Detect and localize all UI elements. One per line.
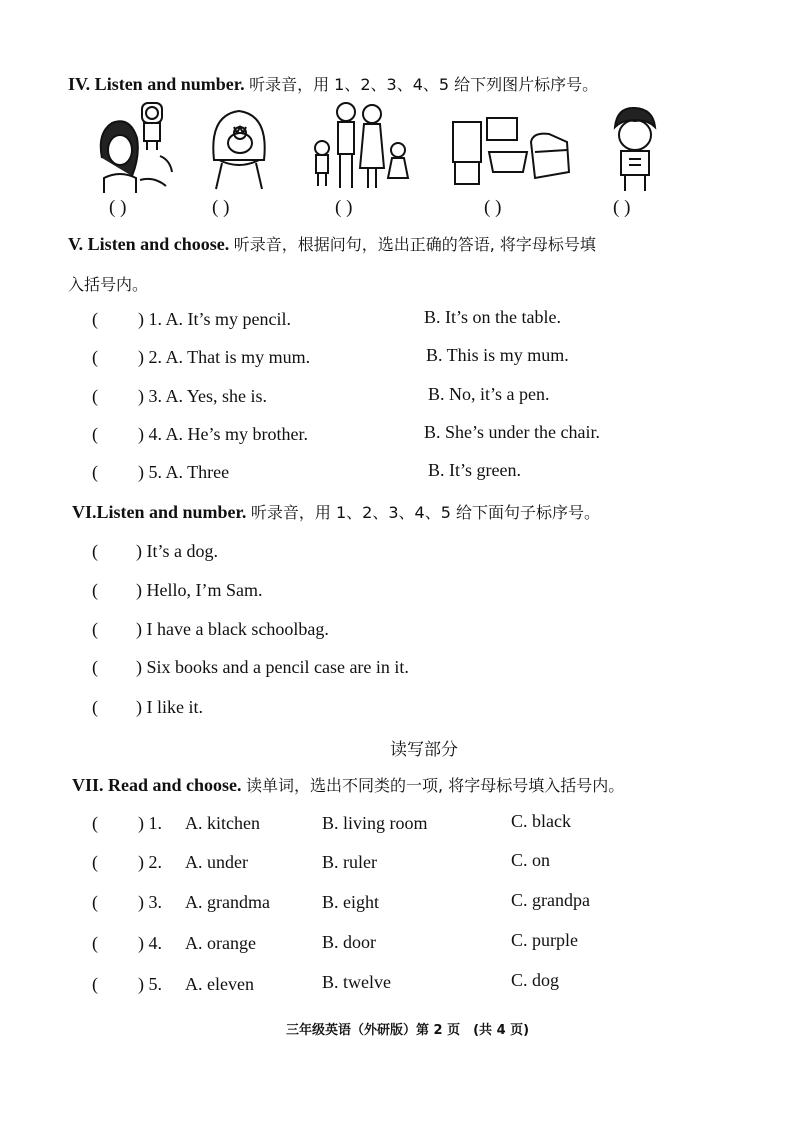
s5-option-a-5: ) 5. A. Three	[138, 462, 230, 482]
s7-option-b-2: B. ruler	[322, 852, 377, 872]
s7-option-c-5: C. dog	[511, 970, 560, 990]
section5-title-cn-2: 入括号内。	[68, 275, 149, 294]
s6-paren-5[interactable]: (	[92, 697, 98, 717]
s7-option-b-3: B. eight	[322, 892, 379, 912]
s5-option-a-1: ) 1. A. It’s my pencil.	[138, 309, 291, 329]
s7-option-a-1: A. kitchen	[185, 813, 260, 833]
s7-option-c-4: C. purple	[511, 930, 578, 950]
section6-title-en: VI.Listen and number.	[72, 502, 247, 522]
s7-num-4: ) 4.	[138, 933, 162, 953]
section5-title	[68, 232, 596, 255]
s6-sentence-1: ) It’s a dog.	[136, 541, 218, 561]
s6-sentence-3: ) I have a black schoolbag.	[136, 619, 329, 639]
picture-answer-4[interactable]: ( )	[484, 197, 502, 218]
living-room-icon	[449, 112, 574, 188]
girl-pointing-icon	[92, 98, 187, 193]
s7-num-1: ) 1.	[138, 813, 162, 833]
s5-option-b-3: B. No, it’s a pen.	[428, 384, 550, 404]
boy-icon	[607, 105, 662, 193]
picture-answer-3[interactable]: ( )	[335, 197, 353, 218]
s7-option-b-5: B. twelve	[322, 972, 391, 992]
s5-option-b-4: B. She’s under the chair.	[424, 422, 600, 442]
s7-option-a-4: A. orange	[185, 933, 256, 953]
s5-paren-1[interactable]: (	[92, 309, 98, 329]
family-icon	[308, 98, 413, 190]
s5-paren-2[interactable]: (	[92, 347, 98, 367]
s6-paren-4[interactable]: (	[92, 657, 98, 677]
s7-option-a-3: A. grandma	[185, 892, 270, 912]
section6-title	[72, 500, 600, 523]
s6-paren-2[interactable]: (	[92, 580, 98, 600]
s5-option-b-2: B. This is my mum.	[426, 345, 569, 365]
s6-paren-3[interactable]: (	[92, 619, 98, 639]
s7-paren-2[interactable]: (	[92, 852, 98, 872]
section7-title	[72, 773, 624, 796]
picture-answer-1[interactable]: ( )	[109, 197, 127, 218]
section6-title-cn: 听录音，用 1、2、3、4、5 给下面句子标序号。	[250, 503, 600, 522]
s7-option-a-5: A. eleven	[185, 974, 254, 994]
s5-paren-4[interactable]: (	[92, 424, 98, 444]
s5-option-a-3: ) 3. A. Yes, she is.	[138, 386, 268, 406]
picture-answer-2[interactable]: ( )	[212, 197, 230, 218]
s7-option-c-2: C. on	[511, 850, 551, 870]
section7-title-cn: 读单词，选出不同类的一项, 将字母标号填入括号内。	[246, 776, 625, 795]
s5-option-b-1: B. It’s on the table.	[424, 307, 561, 327]
page-footer: 三年级英语（外研版）第 2 页 (共 4 页)	[286, 1023, 530, 1038]
section4-title-en: IV. Listen and number.	[68, 74, 245, 94]
section5-title-en: V. Listen and choose.	[68, 234, 230, 254]
s7-paren-4[interactable]: (	[92, 933, 98, 953]
section5-title-cn-1: 听录音，根据问句，选出正确的答语, 将字母标号填	[233, 235, 596, 254]
s5-paren-5[interactable]: (	[92, 462, 98, 482]
s7-option-b-1: B. living room	[322, 813, 428, 833]
s7-num-5: ) 5.	[138, 974, 162, 994]
section4-title	[68, 72, 598, 95]
s5-paren-3[interactable]: (	[92, 386, 98, 406]
s7-paren-5[interactable]: (	[92, 974, 98, 994]
s7-option-b-4: B. door	[322, 932, 376, 952]
section4-title-cn: 听录音，用 1、2、3、4、5 给下列图片标序号。	[249, 75, 599, 94]
s7-paren-3[interactable]: (	[92, 892, 98, 912]
part-title: 读写部分	[390, 740, 458, 760]
s7-option-c-1: C. black	[511, 811, 571, 831]
s6-sentence-2: ) Hello, I’m Sam.	[136, 580, 263, 600]
cat-on-chair-icon	[204, 105, 274, 190]
section7-title-en: VII. Read and choose.	[72, 775, 242, 795]
s5-option-a-4: ) 4. A. He’s my brother.	[138, 424, 308, 444]
s7-option-c-3: C. grandpa	[511, 890, 590, 910]
s7-num-3: ) 3.	[138, 892, 162, 912]
s7-num-2: ) 2.	[138, 852, 162, 872]
s7-option-a-2: A. under	[185, 852, 248, 872]
picture-answer-5[interactable]: ( )	[613, 197, 631, 218]
s6-paren-1[interactable]: (	[92, 541, 98, 561]
s7-paren-1[interactable]: (	[92, 813, 98, 833]
s6-sentence-4: ) Six books and a pencil case are in it.	[136, 657, 409, 677]
s5-option-a-2: ) 2. A. That is my mum.	[138, 347, 311, 367]
s5-option-b-5: B. It’s green.	[428, 460, 521, 480]
s6-sentence-5: ) I like it.	[136, 697, 203, 717]
